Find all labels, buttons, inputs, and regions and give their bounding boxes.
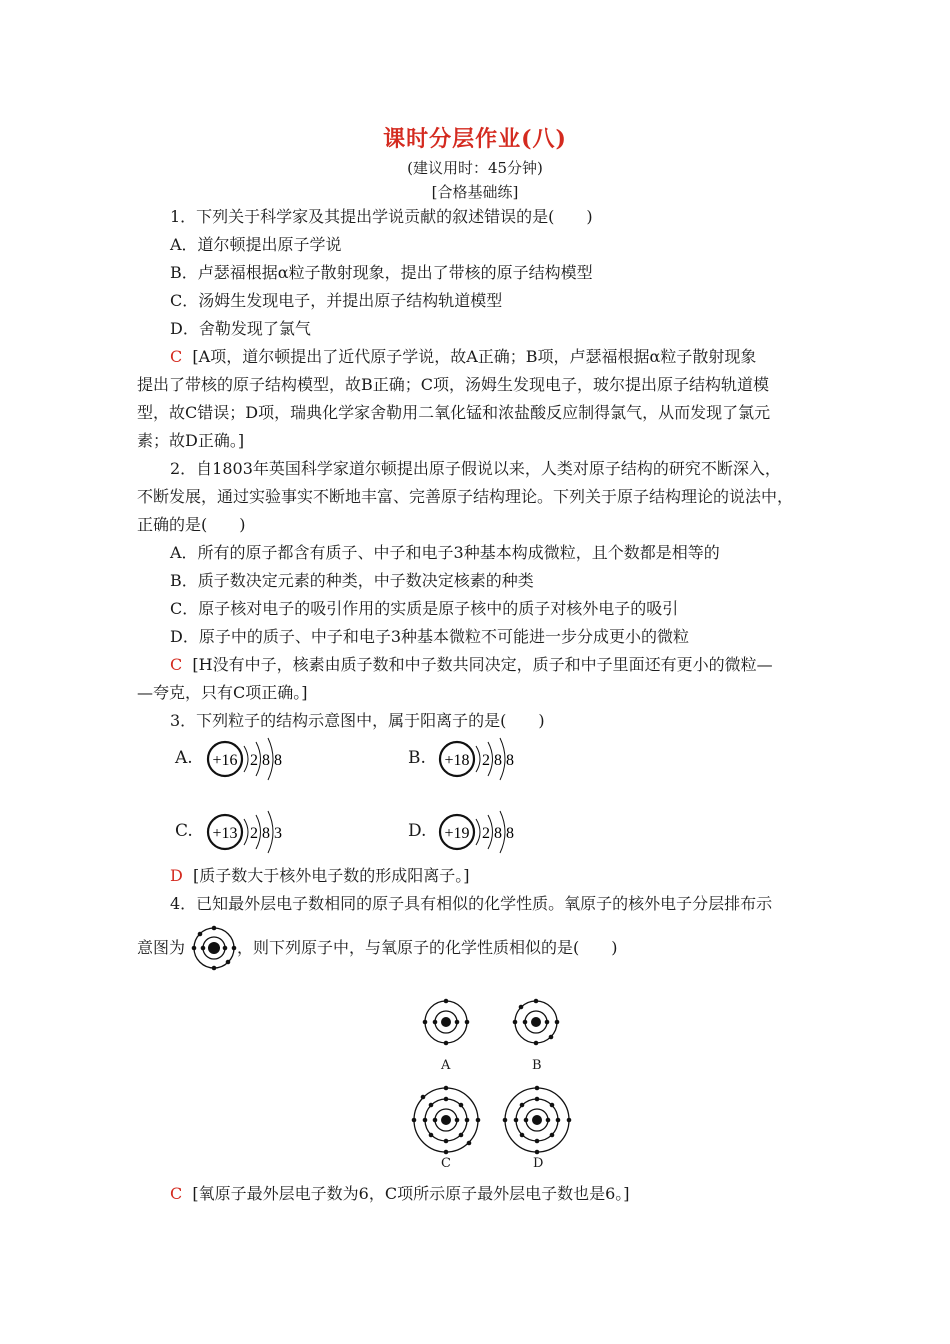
nucleus-charge: +13 bbox=[212, 825, 238, 842]
q2-option-d: D．原子中的质子、中子和电子3种基本微粒不可能进一步分成更小的微粒 bbox=[170, 627, 690, 646]
q4-option-b-diagram bbox=[504, 990, 568, 1054]
q1-explanation-4: 素；故D正确。] bbox=[137, 431, 245, 450]
q4-option-a-label: A bbox=[441, 1058, 451, 1073]
q2-answer-line1 bbox=[170, 651, 773, 679]
oxygen-atom-diagram bbox=[188, 922, 240, 974]
shell-1-count: 2 bbox=[250, 752, 258, 769]
q3-option-c-diagram bbox=[204, 809, 314, 859]
suggested-time: (建议用时：45分钟) bbox=[407, 159, 543, 177]
q4-option-c-label: C bbox=[441, 1156, 451, 1171]
q4-stem-post: ，则下列原子中，与氧原子的化学性质相似的是( ) bbox=[237, 938, 618, 957]
q1-answer-line1 bbox=[170, 343, 756, 371]
q4-option-d-label: D bbox=[533, 1156, 544, 1171]
q4-explanation: [氧原子最外层电子数为6，C项所示原子最外层电子数也是6。] bbox=[192, 1184, 630, 1203]
q3-explanation: [质子数大于核外电子数的形成阳离子。] bbox=[193, 866, 470, 885]
q3-option-d-label: D. bbox=[408, 821, 427, 841]
q1-option-d: D．舍勒发现了氯气 bbox=[170, 319, 311, 338]
q3-option-c-label: C. bbox=[175, 821, 193, 841]
shell-3-count: 8 bbox=[506, 825, 514, 842]
shell-2-count: 8 bbox=[262, 752, 270, 769]
shell-3-count: 3 bbox=[274, 825, 282, 842]
q1-answer: C bbox=[170, 347, 183, 366]
q3-option-a-diagram bbox=[204, 736, 314, 786]
q1-option-c: C．汤姆生发现电子，并提出原子结构轨道模型 bbox=[170, 291, 503, 310]
q2-explanation-2: —夸克，只有C项正确。] bbox=[137, 683, 308, 702]
q2-option-a: A．所有的原子都含有质子、中子和电子3种基本构成微粒，且个数都是相等的 bbox=[170, 543, 720, 562]
shell-3-count: 8 bbox=[274, 752, 282, 769]
q2-stem-2: 不断发展，通过实验事实不断地丰富、完善原子结构理论。下列关于原子结构理论的说法中， bbox=[137, 487, 794, 506]
q1-stem: 1．下列关于科学家及其提出学说贡献的叙述错误的是( ) bbox=[170, 207, 593, 226]
section-heading: [合格基础练] bbox=[431, 183, 519, 201]
page-title: 课时分层作业(八) bbox=[383, 126, 567, 152]
q4-stem-1: 4．已知最外层电子数相同的原子具有相似的化学性质。氧原子的核外电子分层排布示 bbox=[170, 894, 773, 913]
q1-explanation-2: 提出了带核的原子结构模型，故B正确；C项，汤姆生发现电子，玻尔提出原子结构轨道模 bbox=[137, 375, 770, 394]
q3-answer: D bbox=[170, 866, 183, 885]
shell-1-count: 2 bbox=[250, 825, 258, 842]
q2-option-c: C．原子核对电子的吸引作用的实质是原子核中的质子对核外电子的吸引 bbox=[170, 599, 679, 618]
q2-option-b: B．质子数决定元素的种类，中子数决定核素的种类 bbox=[170, 571, 534, 590]
q1-option-b: B．卢瑟福根据α粒子散射现象，提出了带核的原子结构模型 bbox=[170, 263, 593, 282]
shell-3-count: 8 bbox=[506, 752, 514, 769]
q4-stem-pre: 意图为 bbox=[137, 938, 186, 957]
shell-2-count: 8 bbox=[494, 752, 502, 769]
q3-option-b-diagram bbox=[436, 736, 546, 786]
nucleus-charge: +16 bbox=[212, 752, 238, 769]
nucleus-charge: +19 bbox=[444, 825, 470, 842]
q4-option-b-label: B bbox=[532, 1058, 542, 1073]
q3-option-b-label: B. bbox=[408, 748, 426, 768]
q2-stem-1: 2．自1803年英国科学家道尔顿提出原子假说以来，人类对原子结构的研究不断深入， bbox=[170, 459, 781, 478]
q3-answer-line bbox=[170, 862, 470, 890]
q4-option-c-diagram bbox=[406, 1080, 486, 1160]
shell-1-count: 2 bbox=[482, 752, 490, 769]
q4-answer-line bbox=[170, 1180, 630, 1208]
q1-explanation-3: 型，故C错误；D项，瑞典化学家舍勒用二氧化锰和浓盐酸反应制得氯气，从而发现了氯元 bbox=[137, 403, 771, 422]
nucleus-charge: +18 bbox=[444, 752, 470, 769]
shell-2-count: 8 bbox=[262, 825, 270, 842]
shell-2-count: 8 bbox=[494, 825, 502, 842]
q3-option-d-diagram bbox=[436, 809, 546, 859]
q3-stem: 3．下列粒子的结构示意图中，属于阳离子的是( ) bbox=[170, 711, 545, 730]
q4-option-d-diagram bbox=[497, 1080, 577, 1160]
shell-1-count: 2 bbox=[482, 825, 490, 842]
q1-explanation-1: [A项，道尔顿提出了近代原子学说，故A正确；B项，卢瑟福根据α粒子散射现象 bbox=[192, 347, 757, 366]
q1-option-a: A．道尔顿提出原子学说 bbox=[170, 235, 342, 254]
q2-stem-3: 正确的是( ) bbox=[137, 515, 246, 534]
q4-option-a-diagram bbox=[414, 990, 478, 1054]
q2-explanation-1: [H没有中子，核素由质子数和中子数共同决定，质子和中子里面还有更小的微粒— bbox=[192, 655, 773, 674]
q2-answer: C bbox=[170, 655, 183, 674]
q3-option-a-label: A. bbox=[175, 748, 193, 768]
q4-answer: C bbox=[170, 1184, 183, 1203]
